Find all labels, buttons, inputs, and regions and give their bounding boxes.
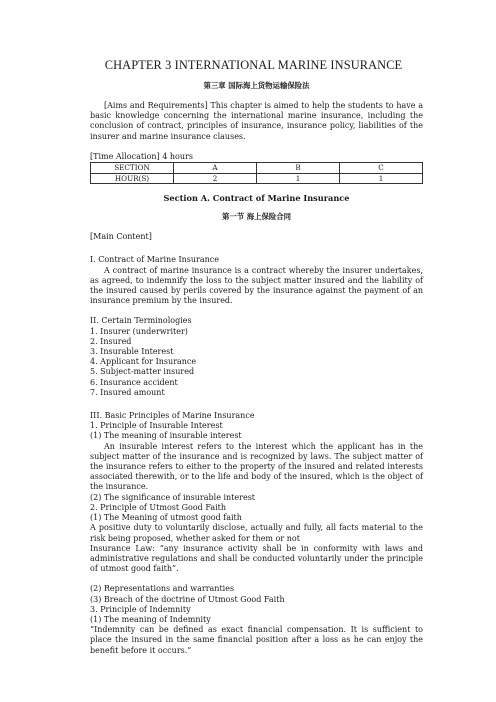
- chapter-title-zh: 第三章 国际海上货物运输保险法: [203, 81, 310, 90]
- body-paragraph: A contract of marine insurance is a contract whereby the insurer undertakes, as agreed, to indemnify the loss to the subject matter insured and the liability of the insured caused by perils covered by the insurance against the payment of an insurance premium by the insured.: [90, 265, 423, 306]
- table-header-cell: SECTION: [91, 163, 174, 174]
- main-content-label: [Main Content]: [90, 232, 152, 242]
- table-header-cell: A: [174, 163, 257, 174]
- list-item: 6. Insurance accident: [90, 377, 178, 387]
- list-item: 3. Insurable Interest: [90, 347, 174, 357]
- terminology-list: [90, 327, 423, 398]
- table-cell: 2: [174, 173, 257, 184]
- table-header-row: [91, 163, 423, 174]
- table-row: [91, 173, 423, 184]
- list-item: 7. Insured amount: [90, 387, 165, 397]
- part-heading: I. Contract of Marine Insurance: [90, 255, 220, 265]
- part-heading: III. Basic Principles of Marine Insurance: [90, 411, 255, 421]
- principle-heading: 3. Principle of Indemnity: [90, 604, 191, 614]
- table-cell: 1: [257, 173, 340, 184]
- list-item: 1. Insurer (underwriter): [90, 326, 188, 336]
- section-heading-zh: 第一节 海上保险合同: [221, 212, 292, 222]
- sub-heading: (2) The significance of insurable interest: [90, 492, 256, 502]
- body-paragraph: A positive duty to voluntarily disclose, actually and fully, all facts material to the risk being proposed, whether asked for them or not: [90, 523, 423, 543]
- table-cell: 1: [340, 173, 423, 184]
- sub-heading: (1) The meaning of Indemnity: [90, 614, 211, 624]
- list-item: 5. Subject-matter insured: [90, 367, 195, 377]
- sub-heading: (1) The Meaning of utmost good faith: [90, 513, 242, 523]
- part-heading: II. Certain Terminologies: [90, 316, 192, 326]
- sub-heading: (3) Breach of the doctrine of Utmost Good Faith: [90, 594, 285, 604]
- list-item: 4. Applicant for Insurance: [90, 357, 197, 367]
- body-paragraph: Insurance Law: “any insurance activity shall be in conformity with laws and administrative regulations and shall be conducted voluntarily under the principle of utmost good faith”.: [90, 543, 423, 574]
- table-header-cell: B: [257, 163, 340, 174]
- section-heading: Section A. Contract of Marine Insurance: [163, 193, 350, 204]
- sub-heading: (1) The meaning of insurable interest: [90, 431, 242, 441]
- table-cell: HOUR(S): [91, 173, 174, 184]
- body-paragraph: An insurable interest refers to the interest which the applicant has in the subject matter of the insurance and is recognized by laws. The subject matter of the insurance refers to either to the property of the insured and related interests associated therewith, or to the life and body of the insured, which is the object of the insurance.: [90, 441, 423, 492]
- principle-heading: 2. Principle of Utmost Good Faith: [90, 502, 227, 512]
- time-allocation-table: [90, 162, 423, 184]
- principle-heading: 1. Principle of Insurable Interest: [90, 421, 223, 431]
- sub-heading: (2) Representations and warranties: [90, 584, 235, 594]
- table-header-cell: C: [340, 163, 423, 174]
- time-allocation: [Time Allocation] 4 hours: [90, 151, 193, 161]
- list-item: 2. Insured: [90, 336, 132, 346]
- chapter-title: CHAPTER 3 INTERNATIONAL MARINE INSURANCE: [104, 58, 403, 72]
- aims-paragraph: [Aims and Requirements] This chapter is aimed to help the students to have a basic knowledge concerning the international marine insurance, including the conclusion of contract, principles of insurance, insurance policy, liabilities of the insurer and marine insurance clauses.: [90, 101, 423, 141]
- body-paragraph: “Indemnity can be defined as exact financial compensation. It is sufficient to place the insured in the same financial position after a loss as he can enjoy the benefit before it occurs.”: [90, 625, 423, 655]
